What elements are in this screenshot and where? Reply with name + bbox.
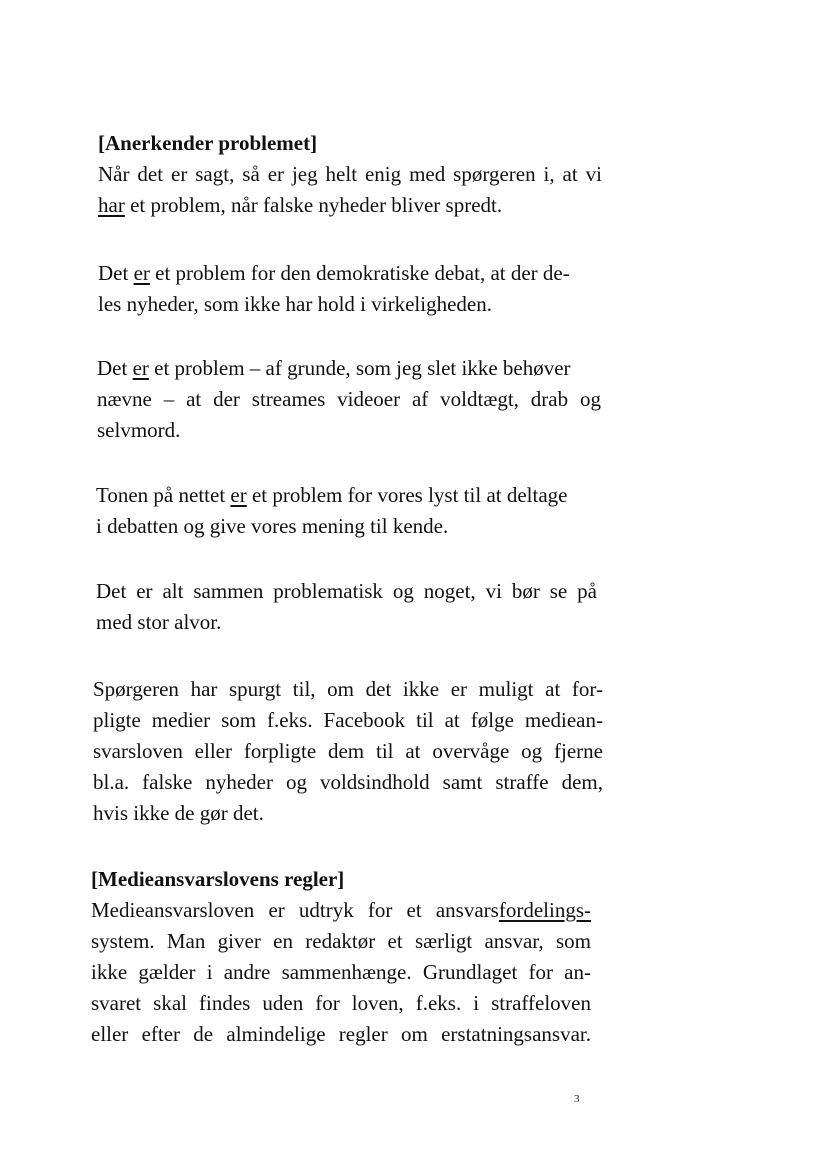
text-line: med stor alvor. bbox=[96, 610, 222, 634]
text-line: Tonen på nettet er et problem for vores lyst til at deltage bbox=[96, 483, 568, 507]
text-line: svarsloven eller forpligte dem til at overvåge og fjerne bbox=[93, 739, 603, 763]
text-line: bl.a. falske nyheder og voldsindhold samt straffe dem, bbox=[93, 770, 603, 794]
text-line: les nyheder, som ikke har hold i virkeligheden. bbox=[98, 292, 492, 316]
paragraph bbox=[97, 353, 601, 446]
text-line: Spørgeren har spurgt til, om det ikke er muligt at for- bbox=[93, 677, 603, 701]
paragraph bbox=[98, 258, 598, 320]
text-line: hvis ikke de gør det. bbox=[93, 801, 264, 825]
text-line: Medieansvarsloven er udtryk for et ansvarsfordelings- bbox=[91, 898, 591, 922]
underlined-word: fordelings- bbox=[498, 898, 591, 922]
page-number: 3 bbox=[574, 1093, 580, 1105]
text-line: pligte medier som f.eks. Facebook til at følge mediean- bbox=[93, 708, 603, 732]
paragraph bbox=[93, 674, 603, 829]
text-line: i debatten og give vores mening til kende. bbox=[96, 514, 449, 538]
section-2 bbox=[91, 864, 591, 1050]
text-line: Det er et problem – af grunde, som jeg slet ikke behøver bbox=[97, 356, 571, 380]
paragraph bbox=[96, 576, 597, 638]
text-line: Det er et problem for den demokratiske debat, at der de- bbox=[98, 261, 570, 285]
section-heading: [Anerkender problemet] bbox=[98, 131, 318, 155]
text-line: nævne – at der streames videoer af voldtægt, drab og bbox=[97, 387, 601, 411]
section-1 bbox=[98, 128, 602, 221]
text-line: selvmord. bbox=[97, 418, 181, 442]
text-line: har et problem, når falske nyheder bliver spredt. bbox=[98, 193, 503, 217]
underlined-word: har bbox=[98, 193, 125, 217]
underlined-word: er bbox=[132, 356, 149, 380]
text-line: eller efter de almindelige regler om erstatningsansvar. bbox=[91, 1022, 591, 1046]
text-line: Når det er sagt, så er jeg helt enig med spørgeren i, at vi bbox=[98, 162, 602, 186]
section-heading: [Medieansvarslovens regler] bbox=[91, 867, 345, 891]
underlined-word: er bbox=[133, 261, 150, 285]
underlined-word: er bbox=[230, 483, 247, 507]
text-line: ikke gælder i andre sammenhænge. Grundlaget for an- bbox=[91, 960, 591, 984]
text-line: system. Man giver en redaktør et særligt ansvar, som bbox=[91, 929, 591, 953]
text-line: svaret skal findes uden for loven, f.eks. i straffeloven bbox=[91, 991, 591, 1015]
paragraph bbox=[96, 480, 602, 542]
text-line: Det er alt sammen problematisk og noget, vi bør se på bbox=[96, 579, 597, 603]
